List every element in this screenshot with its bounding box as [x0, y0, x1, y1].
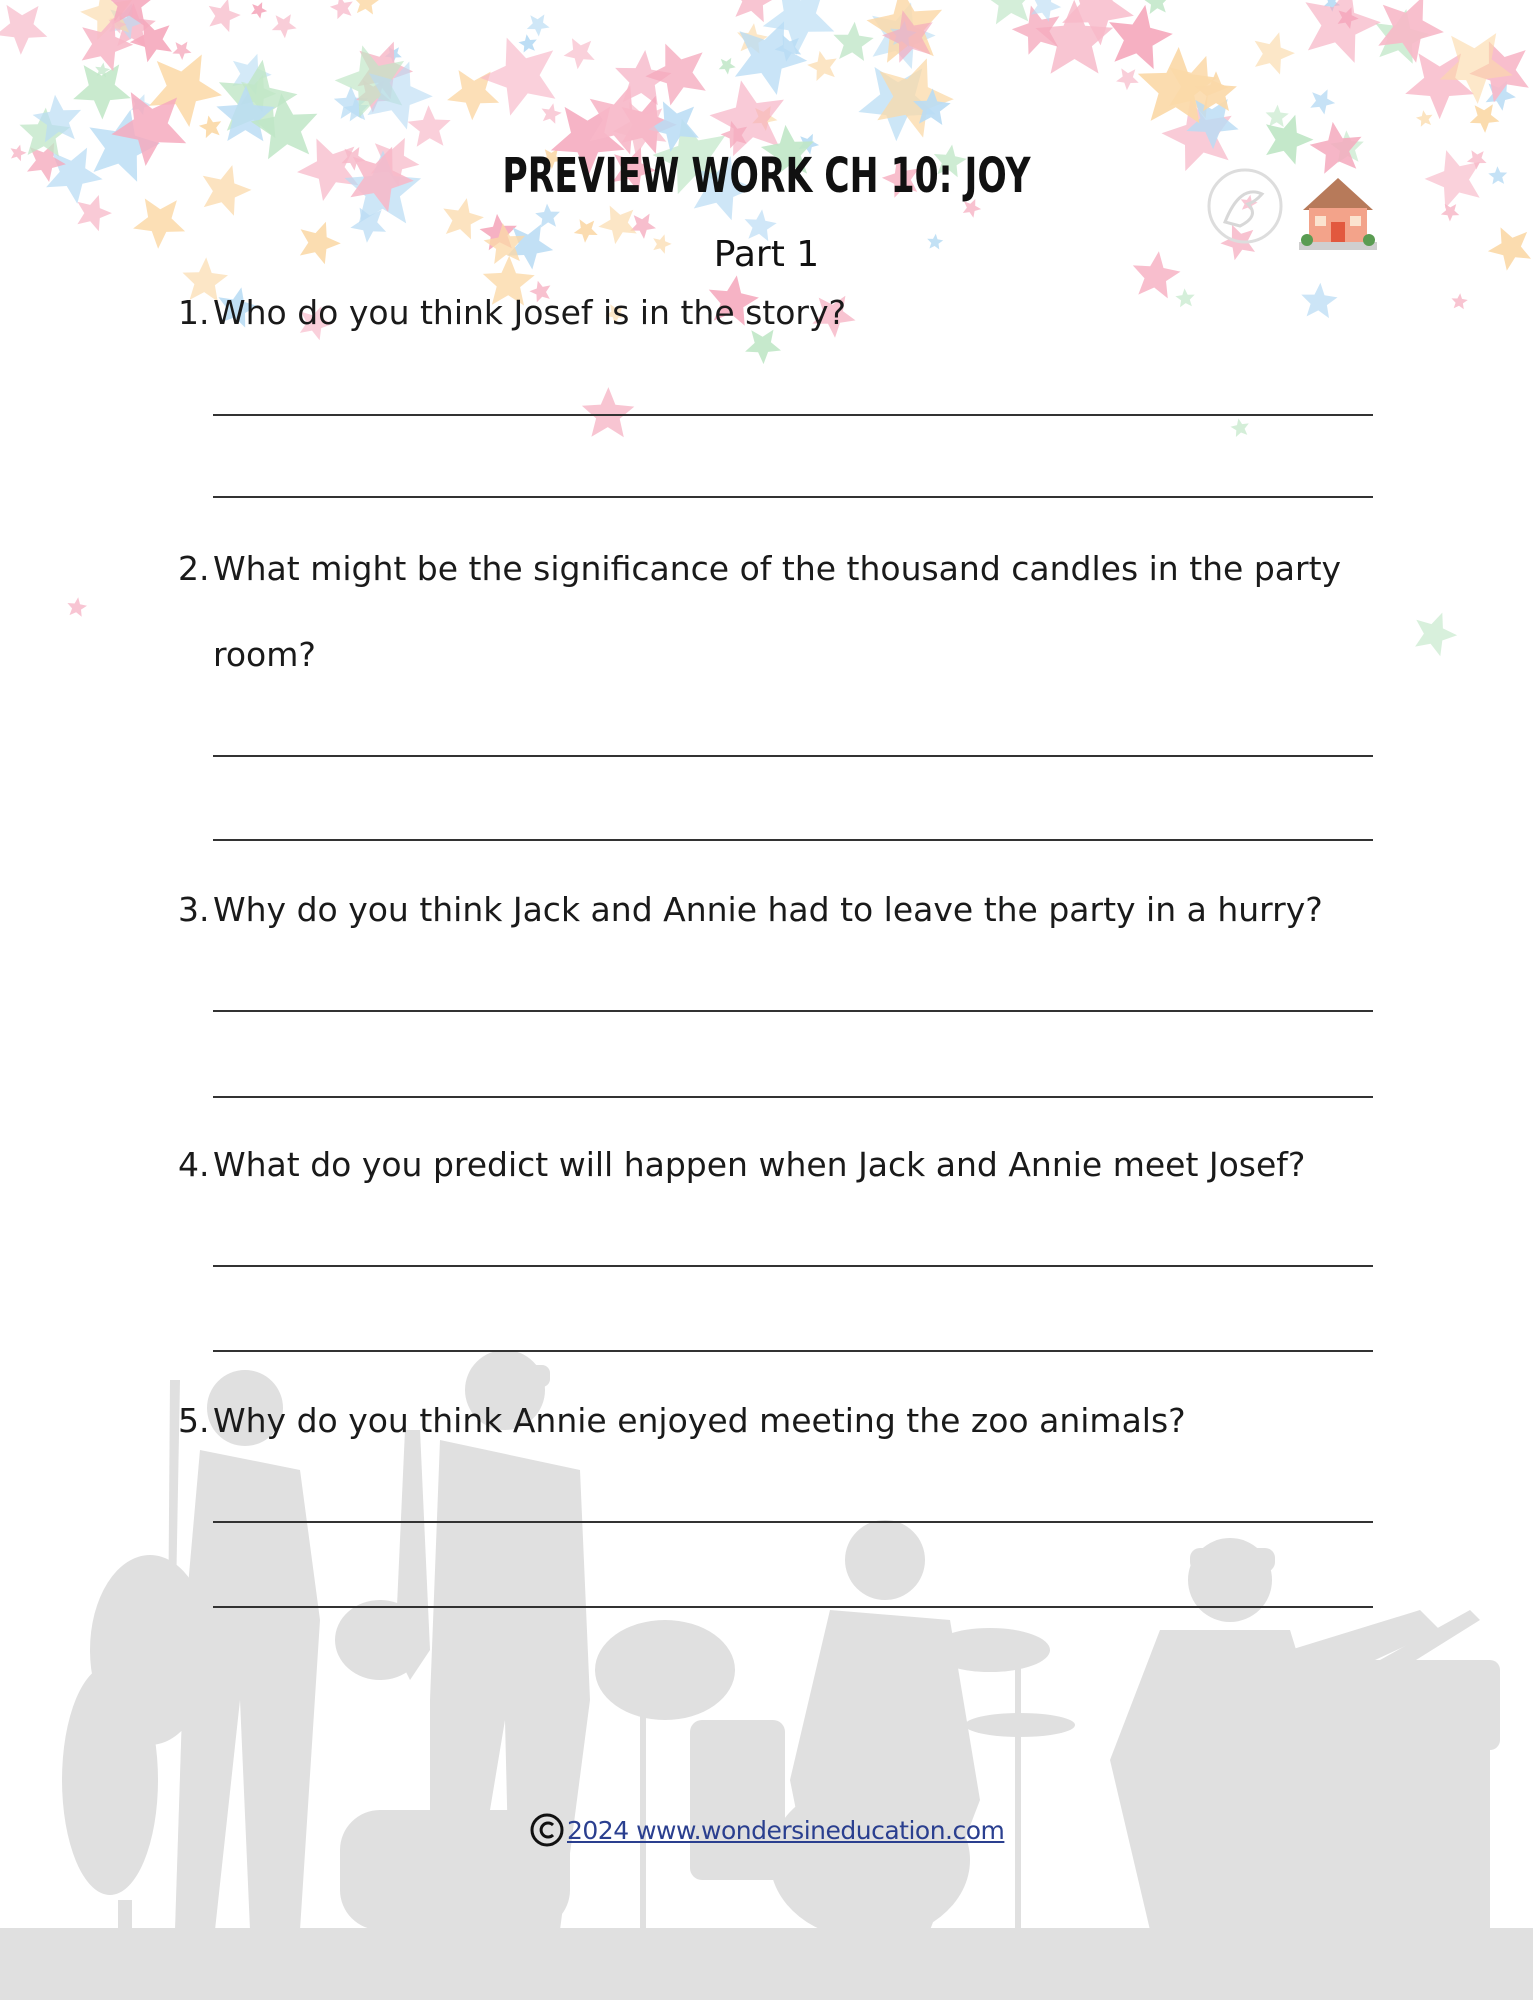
answer-line[interactable] [213, 755, 1373, 757]
question-text: Why do you think Annie enjoyed meeting the zoo animals? [213, 1401, 1186, 1440]
answer-line[interactable] [213, 414, 1373, 416]
question-text: Who do you think Josef is in the story? [213, 293, 847, 332]
question-1 [178, 270, 1378, 356]
answer-line[interactable] [213, 496, 1373, 498]
question-text: What might be the significance of the thousand candles in the party room? [213, 549, 1342, 674]
question-number: 2. [178, 549, 210, 588]
question-number: 5. [178, 1401, 210, 1440]
question-5 [178, 1378, 1378, 1464]
answer-line[interactable] [213, 1096, 1373, 1098]
page-title: PREVIEW WORK CH 10: JOY [502, 148, 1031, 204]
question-number: 1. [178, 293, 210, 332]
page-subtitle: Part 1 [713, 234, 820, 275]
question-2 [178, 526, 1348, 698]
question-text: What do you predict will happen when Jack and Annie meet Josef? [213, 1145, 1306, 1184]
question-number: 3. [178, 890, 210, 929]
answer-line[interactable] [213, 1521, 1373, 1523]
answer-line[interactable] [213, 1350, 1373, 1352]
answer-line[interactable] [213, 1265, 1373, 1267]
answer-line[interactable] [213, 1010, 1373, 1012]
answer-line[interactable] [213, 839, 1373, 841]
question-number: 4. [178, 1145, 210, 1184]
answer-line[interactable] [213, 1606, 1373, 1608]
website-link[interactable]: 2024 www.wondersineducation.com [567, 1815, 1005, 1845]
logo-watermark-icon [1200, 164, 1290, 248]
house-icon [1293, 170, 1383, 256]
question-4 [178, 1122, 1378, 1208]
question-3 [178, 867, 1378, 953]
copyright-icon [530, 1813, 564, 1847]
footer [530, 1808, 1050, 1852]
question-text: Why do you think Jack and Annie had to leave the party in a hurry? [213, 890, 1323, 929]
